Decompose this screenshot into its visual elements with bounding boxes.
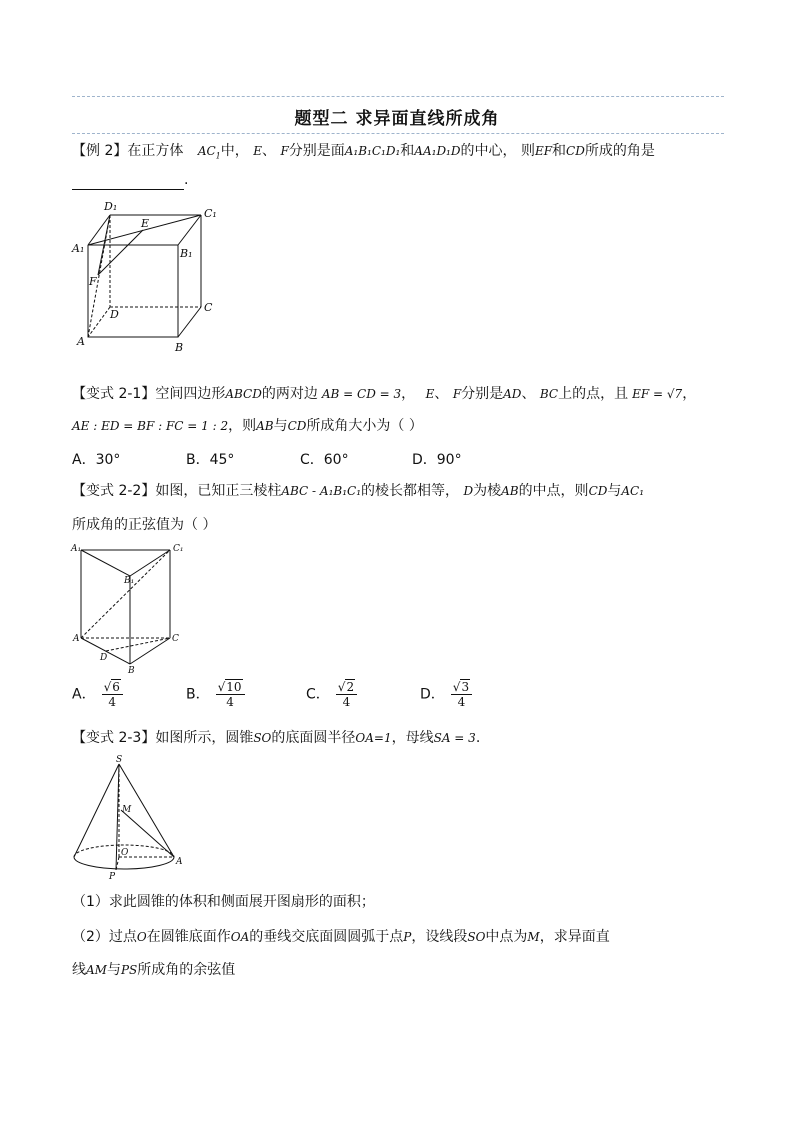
label-c1: C₁ — [204, 207, 217, 220]
variant-2-2-line-2: 所成角的正弦值为（ ） — [72, 517, 217, 533]
option-c[interactable]: C．60° — [300, 452, 349, 468]
label-s: S — [116, 755, 123, 765]
segment-cd: CD — [566, 144, 585, 158]
label-b1: B₁ — [124, 576, 135, 586]
label-d: D — [100, 653, 108, 663]
ratio-condition: AE : ED = BF : FC = 1 : 2 — [72, 419, 229, 433]
cone-figure — [66, 752, 186, 880]
title-divider — [72, 133, 724, 134]
variant-2-1-label: 【变式 2-1】空间四边形 — [72, 386, 226, 402]
option-b[interactable]: B． $\frac{√10}{4}$ — [186, 680, 245, 709]
prism-figure — [68, 540, 198, 675]
variant-2-3-question-2: （2）过点O在圆锥底面作OA的垂线交底面圆圆弧于点P，设线段SO中点为M，求异面直 — [72, 929, 610, 945]
variant-2-1-line-1: 【变式 2-1】空间四边形ABCD的两对边 AB = CD = 3， E、 F分别是AD、 BC上的点，且 EF = √7， — [72, 386, 697, 402]
variant-2-3-question-2-cont: 线AM与PS所成角的余弦值 — [72, 962, 236, 978]
option-a[interactable]: A．30° — [72, 452, 121, 468]
variant-2-1-line-2: AE : ED = BF : FC = 1 : 2，则AB与CD所成角大小为（ ） — [72, 418, 423, 434]
variant-2-3-label: 【变式 2-3】如图所示，圆锥 — [72, 730, 254, 746]
option-b[interactable]: B．45° — [186, 452, 235, 468]
variant-2-3-question-1: （1）求此圆锥的体积和侧面展开图扇形的面积； — [72, 894, 375, 910]
label-f: F — [89, 275, 97, 288]
face-aa1d1d: AA₁D₁D — [414, 144, 461, 158]
label-d: D — [110, 308, 119, 321]
point-e: E — [253, 144, 262, 158]
label-e: E — [141, 217, 150, 230]
label-b: B — [128, 666, 135, 675]
label-m: M — [122, 805, 132, 815]
label-a1: A₁ — [71, 544, 82, 554]
example-2-line-1: 【例 2】在正方体 $AC_1$中， E、 F分别是面A₁B₁C₁D₁和AA₁D₁D的中心， 则EF和CD所成的角是 — [72, 143, 655, 161]
variant-2-3-line-1: 【变式 2-3】如图所示，圆锥SO的底面圆半径OA=1，母线SA = 3. — [72, 730, 481, 746]
section-title: 题型二 求异面直线所成角 — [294, 109, 500, 129]
label-p: P — [109, 872, 116, 880]
variant-2-2-line-1: 【变式 2-2】如图，已知正三棱柱ABC - A₁B₁C₁的棱长都相等， D为棱AB的中点，则CD与AC₁ — [72, 483, 645, 499]
top-divider — [72, 96, 724, 97]
point-f: F — [280, 144, 289, 158]
label-a: A — [77, 335, 85, 348]
label-c: C — [172, 634, 179, 644]
example-2-label: 【例 2】在正方体 — [72, 143, 184, 159]
segment-ef: EF — [534, 144, 553, 158]
option-c[interactable]: C． $\frac{√2}{4}$ — [306, 680, 357, 709]
label-a1: A₁ — [72, 242, 85, 255]
label-b: B — [175, 341, 184, 354]
label-d1: D₁ — [104, 200, 118, 213]
label-o: O — [121, 848, 129, 858]
cube-name: $AC_1$ — [197, 144, 221, 161]
label-a: A — [73, 634, 80, 644]
label-b1: B₁ — [180, 247, 193, 260]
option-d[interactable]: D． $\frac{√3}{4}$ — [420, 680, 472, 709]
label-c: C — [204, 301, 213, 314]
label-c1: C₁ — [173, 544, 184, 554]
option-d[interactable]: D．90° — [412, 452, 462, 468]
face-a1b1c1d1: A₁B₁C₁D₁ — [344, 144, 401, 158]
label-a: A — [176, 857, 183, 867]
variant-2-2-label: 【变式 2-2】如图，已知正三棱柱 — [72, 483, 282, 499]
option-a[interactable]: A． $\frac{√6}{4}$ — [72, 680, 123, 709]
cube-figure — [70, 195, 230, 357]
answer-blank[interactable] — [72, 175, 184, 190]
example-2-line-2: . — [72, 170, 188, 190]
